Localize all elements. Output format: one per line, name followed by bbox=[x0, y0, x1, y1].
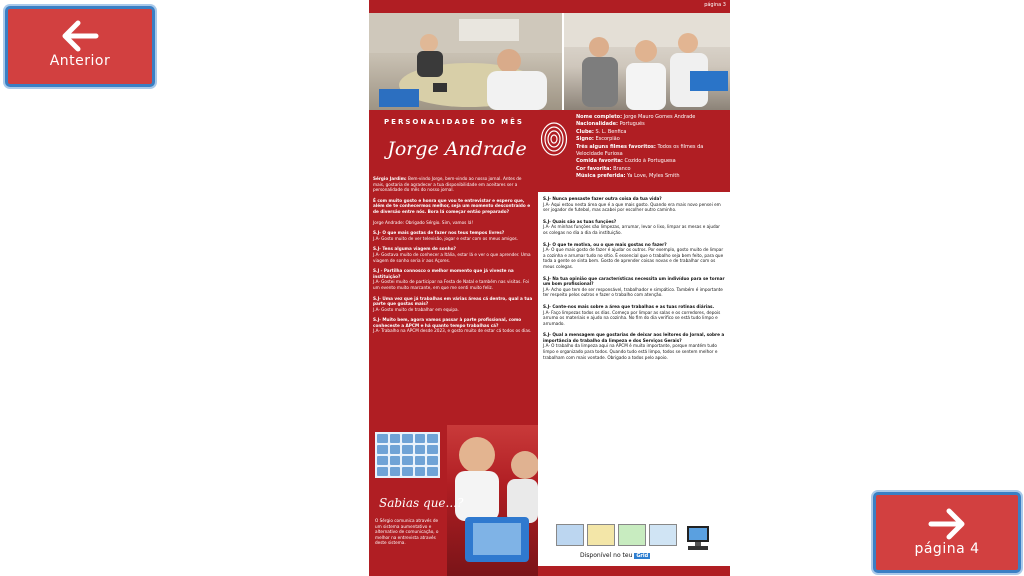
photo-interview-table bbox=[369, 13, 562, 110]
page-number: página 3 bbox=[704, 2, 726, 8]
photo-group-smiling bbox=[564, 13, 730, 110]
interview-entry: S.J- Muito bem, agora vamos passar à parte profissional, como conheceste a APCM e há quanto tempo trabalhas cá? J.A- Trabalho na APCM desde 2023, e gosto muito de estar cá todos os dias. bbox=[373, 317, 532, 334]
did-you-know-text: O Sérgio comunica através de um sistema aumentativo e alternativo de comunicação, o melhor na entrevista através deste sistema. bbox=[375, 518, 439, 546]
arrow-left-icon bbox=[58, 19, 102, 53]
top-strip bbox=[369, 0, 730, 13]
previous-button[interactable] bbox=[5, 6, 155, 87]
interview-entry: S.J- Qual a mensagem que gostarias de deixar aos leitores do Jornal, sobre a importância do trabalho da limpeza e dos Serviços Gerais? J.A- O trabalho da limpeza aqui na APCM é muito importante, porque mantém tudo limpo e organizado para todos. Quando tudo está limpo, todos se sentem melhor e trabalham com mais vontade. Obrigado a todos pelo apoio. bbox=[543, 332, 725, 360]
profile-row: Signo: Escorpião bbox=[576, 136, 620, 143]
interview-entry: S.J- Nunca pensaste fazer outra coisa da tua vida? J.A- Aqui estou nesta área que é a que mais gosto. Quando era mais novo pensei em ser jogador de futebol, mas acabei por escolher outro caminho. bbox=[543, 196, 721, 213]
profile-row: Cor favorita: Branco bbox=[576, 165, 631, 172]
interview-entry: É com muito gosto e honra que vou te entrevistar e espero que, além de te conhecermos melhor, seja um momento descontraído e de diversão entre nós. Bora lá começar então preparado? bbox=[373, 197, 531, 214]
person-name: Jorge Andrade bbox=[387, 138, 527, 160]
interview-entry: S.J- Conte-nos mais sobre a área que trabalhas e as tuas rotinas diárias. J.A- Faço limpezas todos os dias. Começo por limpar as salas e os corredores, depois arrumo os materiais e ajudo na cozinha. No fim do dia verifico se está tudo limpo e arrumado. bbox=[543, 303, 721, 326]
interview-entry: Jorge Andrade: Obrigado Sérgio. Sim, vamos lá! bbox=[373, 219, 474, 225]
interview-left-column bbox=[373, 176, 533, 339]
bottom-strip bbox=[538, 566, 730, 576]
fingerprint-icon bbox=[539, 120, 569, 158]
pictogram-icon bbox=[649, 524, 677, 546]
store-logo: Grid bbox=[636, 553, 649, 559]
profile-row: Nome completo: Jorge Mauro Gomes Andrade bbox=[576, 114, 696, 120]
newspaper-page bbox=[369, 0, 730, 576]
did-you-know-title: Sabias que...? bbox=[379, 496, 464, 510]
profile-row: Três alguns filmes favoritos: Todos os filmes da Velocidade Furiosa bbox=[576, 143, 704, 158]
interview-entry: S.J- O que mais gostas de fazer nos teus tempos livres? J.A- Gosto muito de ver televisão, jogar e estar com os meus amigos. bbox=[373, 230, 519, 241]
pictogram-icon bbox=[618, 524, 646, 546]
pictogram-icon bbox=[556, 524, 584, 546]
profile-row: Música preferida: Ya Love, Myles Smith bbox=[576, 173, 680, 180]
next-button[interactable] bbox=[873, 492, 1021, 573]
profile-facts bbox=[576, 114, 726, 181]
interview-entry: S.J- Uma vez que já trabalhas em várias áreas cá dentro, qual a tua parte que gostas mais? J.A- Gosto muito de trabalhar em equipa. bbox=[373, 295, 533, 312]
profile-row: Clube: S. L. Benfica bbox=[576, 128, 627, 135]
available-on: Disponível no teu Grid bbox=[580, 552, 649, 559]
interview-entry: S.J- Na tua opinião que características necessita um indivíduo para se tornar um bom profissional? J.A- Acho que tem de ser responsável, trabalhador e simpático. Também é importante ter respeito pelos outros e fazer o trabalho com atenção. bbox=[543, 275, 725, 298]
computer-icon bbox=[684, 524, 712, 552]
interview-entry: S.J- O que te motiva, ou o que mais gostas no fazer? J.A- O que mais gosto de fazer é ajudar os outros. Por exemplo, gosto muito de limpar a cozinha e arrumar tudo no sítio. É essencial que o trabalho seja bem feito, para que toda a gente se sinta bem. Gosto de aprender coisas novas e de trabalhar com os meus colegas. bbox=[543, 241, 724, 269]
interview-entry: S.J- Tens alguma viagem de sonho? J.A- Gostava muito de conhecer a Itália, estar lá e ver o que aprender. Uma viagem de sonho seria ir aos Açores. bbox=[373, 246, 531, 263]
interview-entry: Sérgio Jardim: Bem-vindo Jorge, bem-vindo ao nosso jornal. Antes de mais, gostaria de agradecer a tua disponibilidade em aceitares ser a personalidade do mês do nosso jornal. bbox=[373, 176, 522, 193]
interview-entry: S.J - Partilha connosco o melhor momento que já viveste na instituição? J.A- Gostei muito de participar na Festa de Natal e também nas visitas. Foi um evento muito marcante, em que me senti muito feliz. bbox=[373, 268, 529, 290]
communication-board-image bbox=[375, 432, 440, 478]
section-title: PERSONALIDADE DO MÊS bbox=[384, 118, 524, 126]
profile-row: Comida favorita: Cozido à Portuguesa bbox=[576, 158, 676, 165]
pictogram-icon bbox=[587, 524, 615, 546]
arrow-right-icon bbox=[925, 507, 969, 541]
profile-row: Nacionalidade: Português bbox=[576, 121, 645, 128]
interview-right-column bbox=[543, 196, 726, 366]
previous-button-label: Anterior bbox=[49, 53, 111, 69]
interview-entry: S.J- Quais são as tuas funções? J.A- As minhas funções são limpezas, arrumar, levar o lixo, limpar as mesas e ajudar os colegas no dia a dia da instituição. bbox=[543, 218, 720, 235]
next-button-label: página 4 bbox=[914, 541, 980, 557]
